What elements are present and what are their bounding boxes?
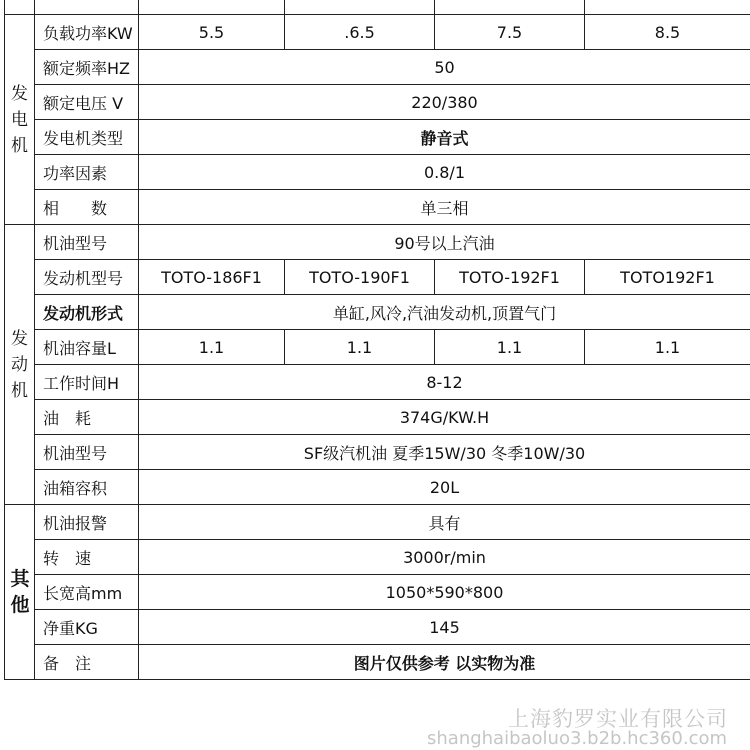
row-label-work-time: 工作时间H <box>35 365 139 400</box>
voltage-value: 220/380 <box>139 85 750 120</box>
group-label-engine <box>5 225 35 505</box>
engine-model-4: TOTO192F1 <box>585 260 750 295</box>
spacer-cell <box>35 0 139 15</box>
oil-capacity-2: 1.1 <box>285 330 435 365</box>
table-row <box>5 120 750 155</box>
row-label-oil-type: 机油型号 <box>35 435 139 470</box>
spacer-cell <box>5 0 35 15</box>
row-label-phase: 相 数 <box>35 190 139 225</box>
engine-model-1: TOTO-186F1 <box>139 260 285 295</box>
tank-value: 20L <box>139 470 750 505</box>
table-row <box>5 50 750 85</box>
table-row <box>5 295 750 330</box>
row-label-speed: 转 速 <box>35 540 139 575</box>
row-label-engine-model: 发动机型号 <box>35 260 139 295</box>
row-label-power: 负载功率KW <box>35 15 139 50</box>
dimensions-value: 1050*590*800 <box>139 575 750 610</box>
row-label-alarm: 机油报警 <box>35 505 139 540</box>
row-label-frequency: 额定频率HZ <box>35 50 139 85</box>
work-time-value: 8-12 <box>139 365 750 400</box>
table-row <box>5 575 750 610</box>
row-label-consumption: 油 耗 <box>35 400 139 435</box>
alarm-value: 具有 <box>139 505 750 540</box>
power-factor-value: 0.8/1 <box>139 155 750 190</box>
engine-form-value: 单缸,风冷,汽油发动机,顶置气门 <box>139 295 750 330</box>
watermark-url: shanghaibaoluo3.b2b.hc360.com <box>427 728 728 749</box>
table-row <box>5 260 750 295</box>
table-row <box>5 225 750 260</box>
oil-capacity-4: 1.1 <box>585 330 750 365</box>
spec-table <box>4 0 750 680</box>
row-label-tank: 油箱容积 <box>35 470 139 505</box>
engine-model-2: TOTO-190F1 <box>285 260 435 295</box>
row-label-remark: 备 注 <box>35 645 139 680</box>
power-value-1: 5.5 <box>139 15 285 50</box>
group-others-text: 其他 <box>10 567 30 616</box>
spacer-cell <box>435 0 585 15</box>
row-label-dimensions: 长宽高mm <box>35 575 139 610</box>
spacer-cell <box>585 0 750 15</box>
row-label-weight: 净重KG <box>35 610 139 645</box>
engine-model-3: TOTO-192F1 <box>435 260 585 295</box>
row-label-power-factor: 功率因素 <box>35 155 139 190</box>
table-row <box>5 15 750 50</box>
table-row <box>5 470 750 505</box>
row-label-voltage: 额定电压 V <box>35 85 139 120</box>
oil-capacity-3: 1.1 <box>435 330 585 365</box>
table-row <box>5 505 750 540</box>
row-label-oil-capacity: 机油容量L <box>35 330 139 365</box>
table-row <box>5 85 750 120</box>
table-row <box>5 645 750 680</box>
table-row <box>5 400 750 435</box>
row-label-generator-type: 发电机类型 <box>35 120 139 155</box>
speed-value: 3000r/min <box>139 540 750 575</box>
group-generator-text: 发电机 <box>11 83 28 156</box>
remark-value: 图片仅供参考 以实物为准 <box>139 645 750 680</box>
group-label-others <box>5 505 35 680</box>
watermark-company: 上海豹罗实业有限公司 <box>508 707 728 731</box>
table-row <box>5 0 750 15</box>
weight-value: 145 <box>139 610 750 645</box>
oil-type-value: SF级汽机油 夏季15W/30 冬季10W/30 <box>139 435 750 470</box>
table-row <box>5 365 750 400</box>
row-label-engine-form: 发动机形式 <box>35 295 139 330</box>
power-value-4: 8.5 <box>585 15 750 50</box>
group-engine-text: 发动机 <box>11 328 28 401</box>
fuel-grade-value: 90号以上汽油 <box>139 225 750 260</box>
table-row <box>5 435 750 470</box>
table-row <box>5 540 750 575</box>
spacer-cell <box>139 0 285 15</box>
table-row <box>5 610 750 645</box>
generator-type-value: 静音式 <box>139 120 750 155</box>
frequency-value: 50 <box>139 50 750 85</box>
power-value-2: .6.5 <box>285 15 435 50</box>
table-row <box>5 330 750 365</box>
consumption-value: 374G/KW.H <box>139 400 750 435</box>
table-row <box>5 190 750 225</box>
power-value-3: 7.5 <box>435 15 585 50</box>
group-label-generator <box>5 15 35 225</box>
oil-capacity-1: 1.1 <box>139 330 285 365</box>
row-label-fuel-grade: 机油型号 <box>35 225 139 260</box>
table-row <box>5 155 750 190</box>
phase-value: 单三相 <box>139 190 750 225</box>
spacer-cell <box>285 0 435 15</box>
